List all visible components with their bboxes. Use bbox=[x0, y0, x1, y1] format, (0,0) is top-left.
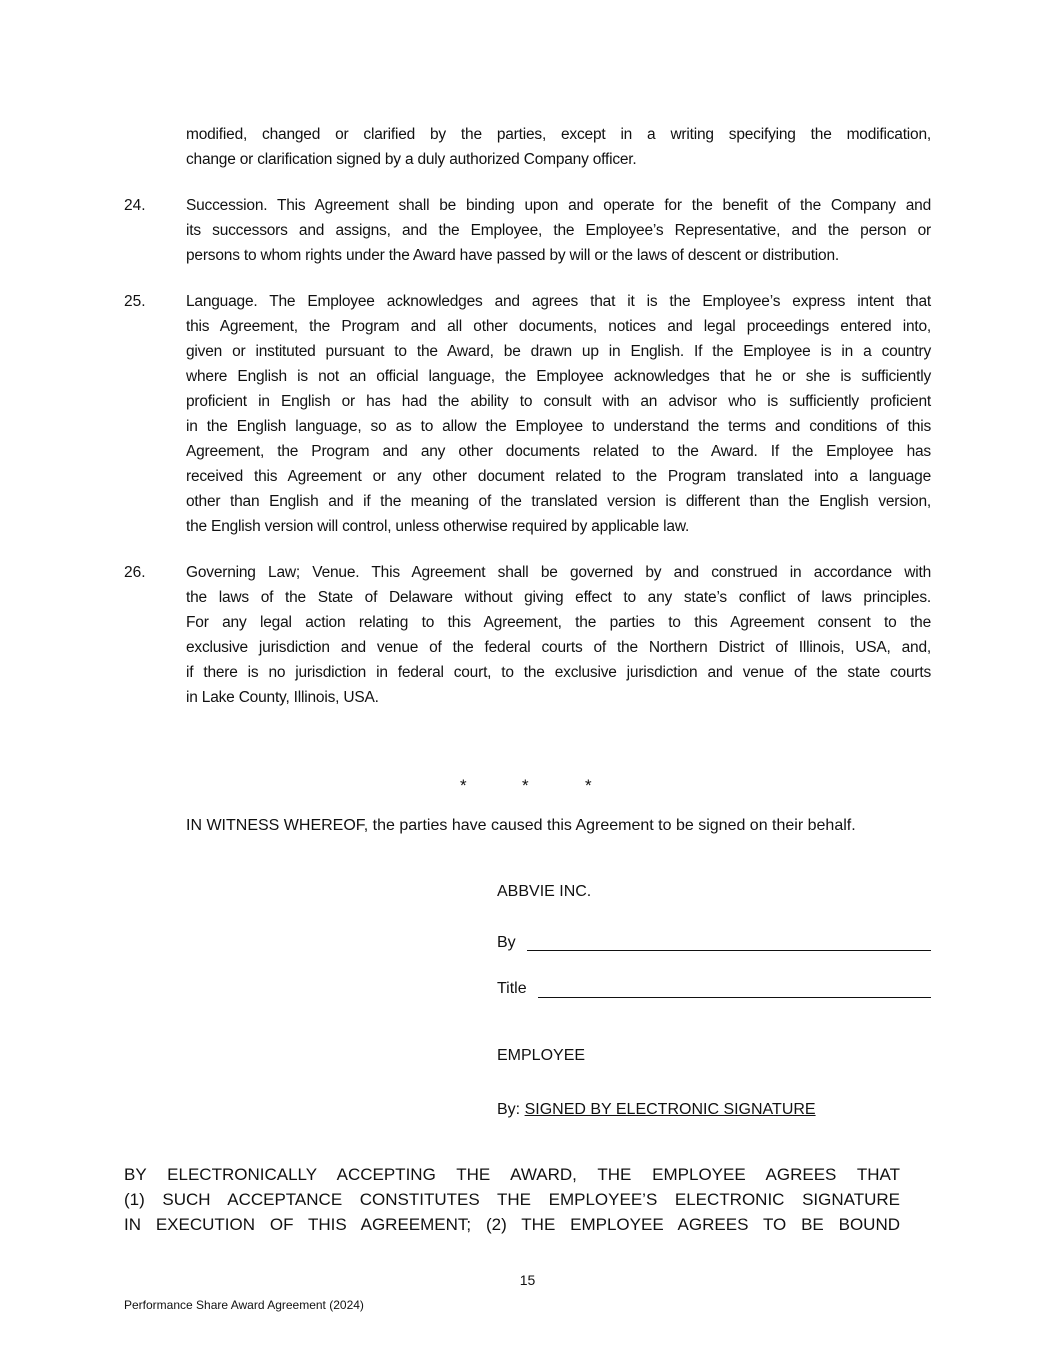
acceptance-paragraph bbox=[124, 1162, 900, 1237]
title-label: Title bbox=[497, 980, 527, 997]
text-line: proficient in English or has had the ability to consult with an advisor who is sufficiently proficient bbox=[186, 393, 931, 410]
text-line: received this Agreement or any other document related to the Program translated into a language bbox=[186, 468, 931, 485]
text-line: Succession. This Agreement shall be binding upon and operate for the benefit of the Company and bbox=[186, 197, 931, 214]
employee-signature bbox=[497, 1097, 816, 1122]
text-line: modified, changed or clarified by the parties, except in a writing specifying the modification, bbox=[186, 126, 931, 143]
text-line: exclusive jurisdiction and venue of the federal courts of the Northern District of Illinois, USA, and, bbox=[186, 639, 931, 656]
company-name: ABBVIE INC. bbox=[497, 883, 592, 900]
text-line: its successors and assigns, and the Employee, the Employee’s Representative, and the person or bbox=[186, 222, 931, 239]
footer-text: Performance Share Award Agreement (2024) bbox=[124, 1298, 364, 1312]
text-line: BY ELECTRONICALLY ACCEPTING THE AWARD, THE EMPLOYEE AGREES THAT bbox=[124, 1165, 900, 1184]
text-line: if there is no jurisdiction in federal court, to the exclusive jurisdiction and venue of the state courts bbox=[186, 664, 931, 681]
section-number: 24. bbox=[124, 197, 146, 214]
section-number: 26. bbox=[124, 564, 146, 581]
section-number: 25. bbox=[124, 293, 146, 310]
text-line: Language. The Employee acknowledges and agrees that it is the Employee’s express intent that bbox=[186, 293, 931, 310]
text-line: given or instituted pursuant to the Award, be drawn up in English. If the Employee is in a country bbox=[186, 343, 931, 360]
text-line: persons to whom rights under the Award have passed by will or the laws of descent or distribution. bbox=[186, 247, 840, 264]
employee-label: EMPLOYEE bbox=[497, 1047, 586, 1064]
witness-statement: IN WITNESS WHEREOF, the parties have caused this Agreement to be signed on their behalf. bbox=[186, 817, 856, 834]
text-line: Governing Law; Venue. This Agreement shall be governed by and construed in accordance with bbox=[186, 564, 931, 581]
text-line: in the English language, so as to allow the Employee to understand the terms and conditions of this bbox=[186, 418, 931, 435]
text-line: this Agreement, the Program and all other documents, notices and legal proceedings entered into, bbox=[186, 318, 931, 335]
section-paragraph bbox=[186, 289, 931, 539]
text-line: the laws of the State of Delaware without giving effect to any state’s conflict of laws principles. bbox=[186, 589, 931, 606]
text-line: the English version will control, unless otherwise required by applicable law. bbox=[186, 518, 690, 535]
by-label: By bbox=[497, 934, 516, 951]
text-line: (1) SUCH ACCEPTANCE CONSTITUTES THE EMPLOYEE’S ELECTRONIC SIGNATURE bbox=[124, 1190, 900, 1209]
separator-star: * bbox=[522, 776, 529, 795]
page-number: 15 bbox=[519, 1272, 536, 1288]
separator-star: * bbox=[585, 776, 592, 795]
text-line: IN EXECUTION OF THIS AGREEMENT; (2) THE EMPLOYEE AGREES TO BE BOUND bbox=[124, 1215, 900, 1234]
text-line: in Lake County, Illinois, USA. bbox=[186, 689, 379, 706]
text-line: change or clarification signed by a duly authorized Company officer. bbox=[186, 151, 637, 168]
title-signature-line[interactable] bbox=[538, 997, 931, 998]
section-paragraph bbox=[186, 193, 931, 268]
separator-star: * bbox=[460, 776, 467, 795]
employee-by-label: By: bbox=[497, 1101, 521, 1118]
text-line: where English is not an official language, the Employee acknowledges that he or she is sufficiently bbox=[186, 368, 931, 385]
text-line: other than English and if the meaning of the translated version is different than the English version, bbox=[186, 493, 931, 510]
section-paragraph bbox=[186, 560, 931, 710]
text-line: Agreement, the Program and any other documents related to the Award. If the Employee has bbox=[186, 443, 931, 460]
electronic-signature: SIGNED BY ELECTRONIC SIGNATURE bbox=[524, 1101, 816, 1118]
paragraph-23-continuation bbox=[186, 122, 931, 172]
text-line: For any legal action relating to this Agreement, the parties to this Agreement consent to the bbox=[186, 614, 931, 631]
by-signature-line[interactable] bbox=[527, 950, 931, 951]
